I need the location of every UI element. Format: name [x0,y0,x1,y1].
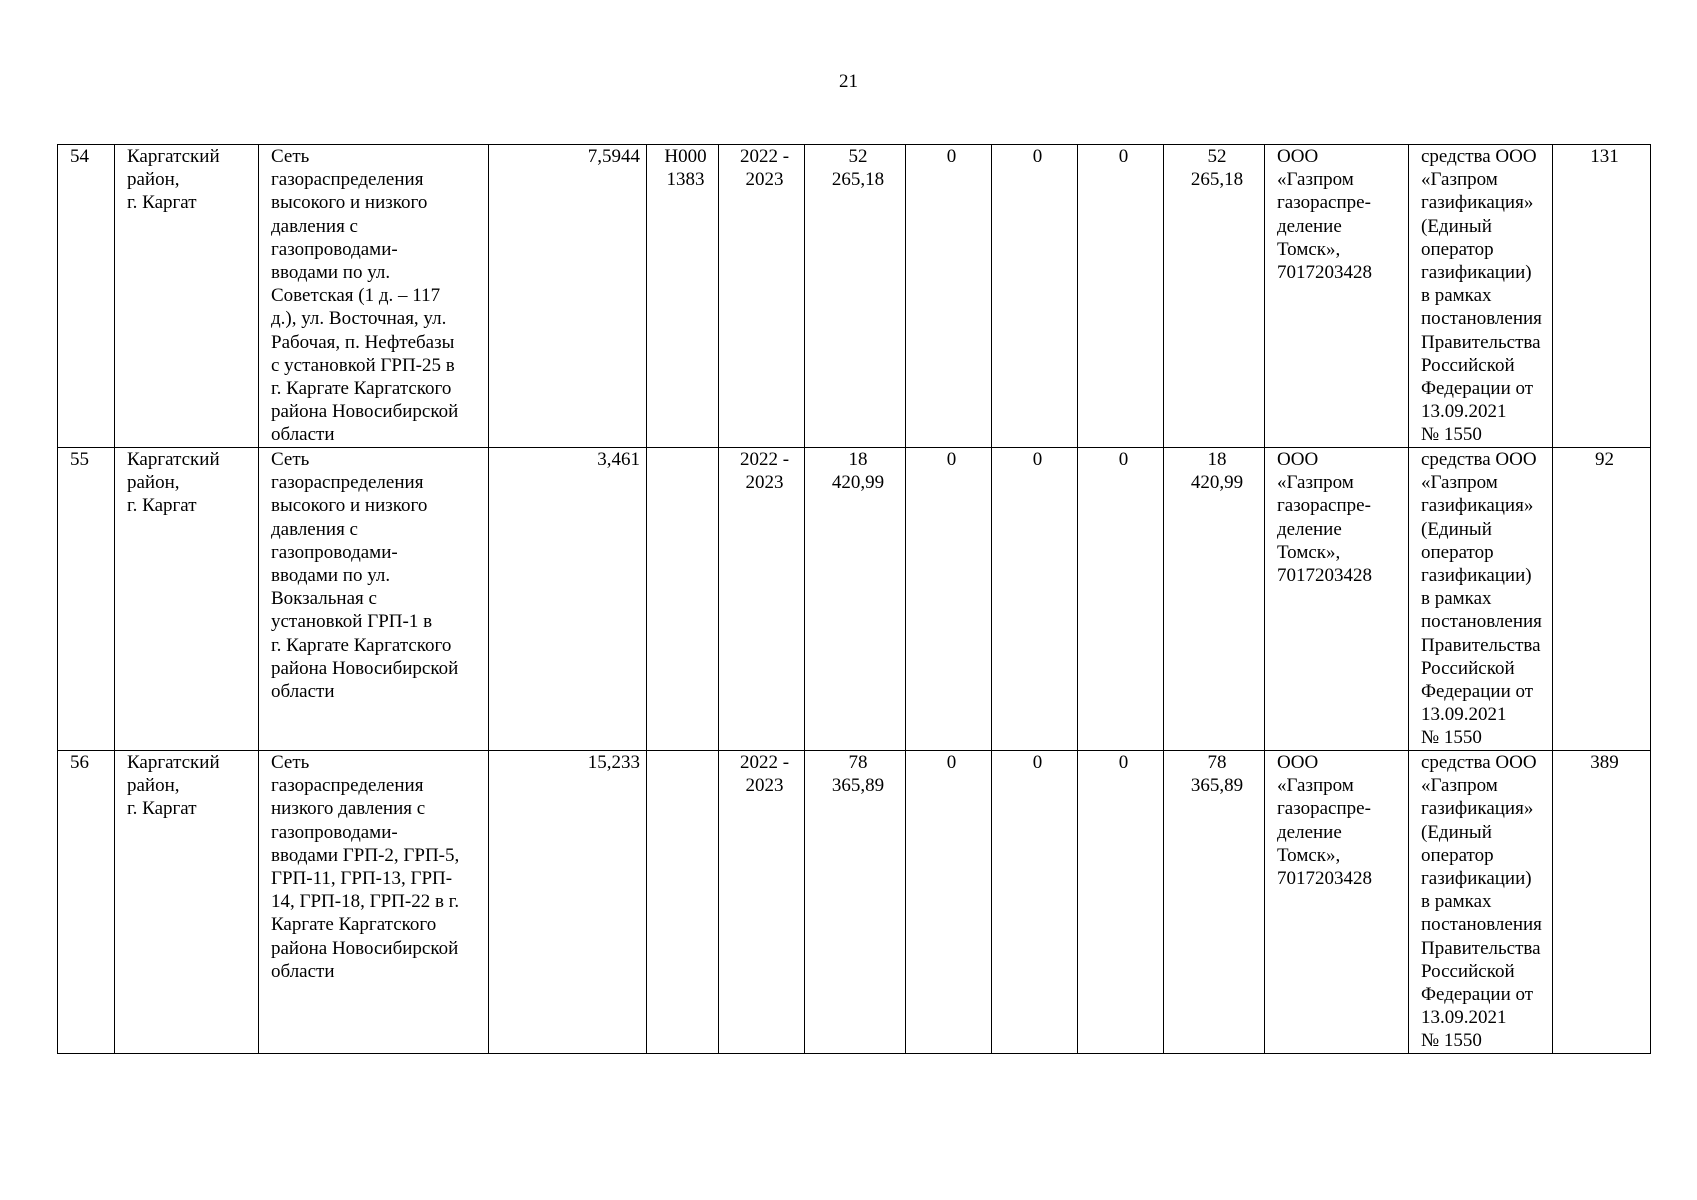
cell-line: установкой ГРП-1 в [271,611,433,633]
cell-line: ООО [1277,449,1319,470]
page-number: 21 [839,71,858,92]
cell-line: Федерации от [1421,378,1534,400]
cell-line: области [271,424,335,446]
cell-line: Н000 [664,146,707,167]
cell-line: газораспределения [271,472,424,494]
cell-number: 56 [58,751,115,1054]
cell-line: Каргатский [127,752,220,773]
cell-line: Томск», [1277,541,1341,563]
cell-line: газораспре- [1277,495,1371,517]
cell-line: средства ООО [1421,146,1537,167]
cell-other-sources [1164,751,1265,1054]
cell-line: 52 [848,146,868,167]
cell-line: средства ООО [1421,449,1537,470]
table-row [58,145,1651,448]
cell-line: район, [127,775,180,797]
cell-count: 389 [1553,751,1651,1054]
cell-line: № 1550 [1421,1030,1482,1052]
cell-line: г. Каргате Каргатского [271,634,452,656]
cell-line: Правительства [1421,331,1541,353]
cell-line: Советская (1 д. – 117 [271,285,441,307]
cell-line: деление [1277,821,1342,843]
cell-line: д.), ул. Восточная, ул. [271,308,447,330]
cell-other-sources [1164,448,1265,751]
cell-line: Каргатский [127,449,220,470]
cell-line: Сеть [271,146,310,167]
cell-line: «Газпром [1421,169,1498,191]
cell-line: Российской [1421,354,1515,376]
cell-line: 2023 [745,169,784,191]
cell-executor [1265,448,1409,751]
cell-line: газопроводами- [271,821,398,843]
cell-budget-local: 0 [1078,751,1164,1054]
cell-line: газификация» [1421,192,1534,214]
cell-line: оператор [1421,238,1494,260]
cell-line: район, [127,169,180,191]
cell-line: 7017203428 [1277,565,1372,587]
cell-code [647,448,719,751]
cell-district [115,145,259,448]
cell-line: области [271,681,335,703]
cell-line: 2023 [745,472,784,494]
table-row [58,448,1651,751]
cell-line: 52 [1207,146,1227,167]
cell-line: 13.09.2021 [1421,401,1507,423]
cell-object-description [259,448,489,751]
cell-line: г. Каргат [127,192,197,214]
cell-line: ООО [1277,752,1319,773]
cell-line: Федерации от [1421,984,1534,1006]
cell-line: вводами ГРП-2, ГРП-5, [271,844,460,866]
cell-line: (Единый [1421,821,1492,843]
cell-line: 18 [848,449,868,470]
cell-line: 2022 - [739,146,790,167]
cell-line: газораспределения [271,169,424,191]
cell-line: в рамках [1421,891,1492,913]
cell-line: «Газпром [1277,169,1354,191]
cell-line: 78 [1207,752,1227,773]
cell-line: района Новосибирской [271,937,459,959]
cell-line: № 1550 [1421,424,1482,446]
cell-line: 7017203428 [1277,262,1372,284]
cell-line: район, [127,472,180,494]
cell-funding-source [1409,448,1553,751]
cell-total-cost [805,448,906,751]
cell-line: средства ООО [1421,752,1537,773]
cell-line: 18 [1207,449,1227,470]
cell-period [719,448,805,751]
gasification-table [57,144,1651,1054]
cell-line: Томск», [1277,844,1341,866]
cell-line: «Газпром [1277,775,1354,797]
table-body [58,145,1651,1054]
cell-line: деление [1277,215,1342,237]
cell-number: 54 [58,145,115,448]
cell-line: 13.09.2021 [1421,1007,1507,1029]
cell-number: 55 [58,448,115,751]
cell-line: газопроводами- [271,541,398,563]
cell-line: 420,99 [831,472,885,494]
cell-district [115,448,259,751]
cell-line: г. Каргат [127,495,197,517]
cell-executor [1265,145,1409,448]
cell-line: 78 [848,752,868,773]
cell-line: Томск», [1277,238,1341,260]
cell-budget-local: 0 [1078,448,1164,751]
cell-line: Каргатский [127,146,220,167]
cell-funding-source [1409,145,1553,448]
cell-line: в рамках [1421,285,1492,307]
cell-line: постановления [1421,308,1542,330]
cell-line: (Единый [1421,518,1492,540]
cell-count: 92 [1553,448,1651,751]
cell-line: области [271,960,335,982]
cell-line: газораспре- [1277,192,1371,214]
cell-budget-federal: 0 [906,751,992,1054]
cell-line: Сеть [271,752,310,773]
cell-line: давления с [271,518,358,540]
cell-line: № 1550 [1421,727,1482,749]
cell-budget-regional: 0 [992,145,1078,448]
cell-budget-federal: 0 [906,145,992,448]
cell-line: газопроводами- [271,238,398,260]
cell-line: постановления [1421,914,1542,936]
cell-code [647,145,719,448]
cell-line: Федерации от [1421,681,1534,703]
cell-line: г. Каргате Каргатского [271,378,452,400]
cell-line: Вокзальная с [271,588,377,610]
cell-object-description [259,751,489,1054]
cell-executor [1265,751,1409,1054]
cell-line: Российской [1421,657,1515,679]
cell-line: постановления [1421,611,1542,633]
cell-budget-regional: 0 [992,448,1078,751]
cell-line: вводами по ул. [271,262,391,284]
cell-line: ООО [1277,146,1319,167]
cell-line: 2023 [745,775,784,797]
cell-line: деление [1277,518,1342,540]
cell-period [719,145,805,448]
cell-line: Правительства [1421,634,1541,656]
cell-line: ГРП-11, ГРП-13, ГРП- [271,868,453,890]
table-row [58,751,1651,1054]
cell-count: 131 [1553,145,1651,448]
cell-line: высокого и низкого [271,192,428,214]
cell-object-description [259,145,489,448]
cell-line: (Единый [1421,215,1492,237]
cell-line: газораспределения [271,775,424,797]
cell-budget-regional: 0 [992,751,1078,1054]
cell-line: 13.09.2021 [1421,704,1507,726]
cell-line: 420,99 [1190,472,1244,494]
cell-line: Правительства [1421,937,1541,959]
cell-line: района Новосибирской [271,401,459,423]
cell-line: Российской [1421,960,1515,982]
cell-line: Каргате Каргатского [271,914,437,936]
cell-period [719,751,805,1054]
cell-budget-local: 0 [1078,145,1164,448]
cell-district [115,751,259,1054]
cell-line: 7017203428 [1277,868,1372,890]
cell-line: высокого и низкого [271,495,428,517]
cell-line: 365,89 [831,775,885,797]
cell-line: Рабочая, п. Нефтебазы [271,331,455,353]
cell-line: 14, ГРП-18, ГРП-22 в г. [271,891,460,913]
cell-line: 2022 - [739,449,790,470]
cell-line: газификация» [1421,798,1534,820]
cell-total-cost [805,751,906,1054]
cell-line: 265,18 [1190,169,1244,191]
cell-line: района Новосибирской [271,657,459,679]
cell-line: газификации) [1421,565,1532,587]
cell-total-cost [805,145,906,448]
cell-line: «Газпром [1421,472,1498,494]
cell-line: г. Каргат [127,798,197,820]
cell-budget-federal: 0 [906,448,992,751]
cell-line: газификации) [1421,868,1532,890]
cell-line: 2022 - [739,752,790,773]
cell-line: «Газпром [1421,775,1498,797]
cell-line: вводами по ул. [271,565,391,587]
cell-line: низкого давления с [271,798,426,820]
cell-line: «Газпром [1277,472,1354,494]
cell-line: оператор [1421,844,1494,866]
cell-line: газификации) [1421,262,1532,284]
cell-line: в рамках [1421,588,1492,610]
cell-other-sources [1164,145,1265,448]
cell-line: 265,18 [831,169,885,191]
cell-code [647,751,719,1054]
cell-line: давления с [271,215,358,237]
cell-line: газификация» [1421,495,1534,517]
cell-length: 15,233 [489,751,647,1054]
cell-line: 1383 [666,169,705,191]
cell-line: оператор [1421,541,1494,563]
cell-length: 7,5944 [489,145,647,448]
cell-line: 365,89 [1190,775,1244,797]
cell-line: Сеть [271,449,310,470]
cell-line: с установкой ГРП-25 в [271,354,455,376]
cell-length: 3,461 [489,448,647,751]
cell-line: газораспре- [1277,798,1371,820]
cell-funding-source [1409,751,1553,1054]
